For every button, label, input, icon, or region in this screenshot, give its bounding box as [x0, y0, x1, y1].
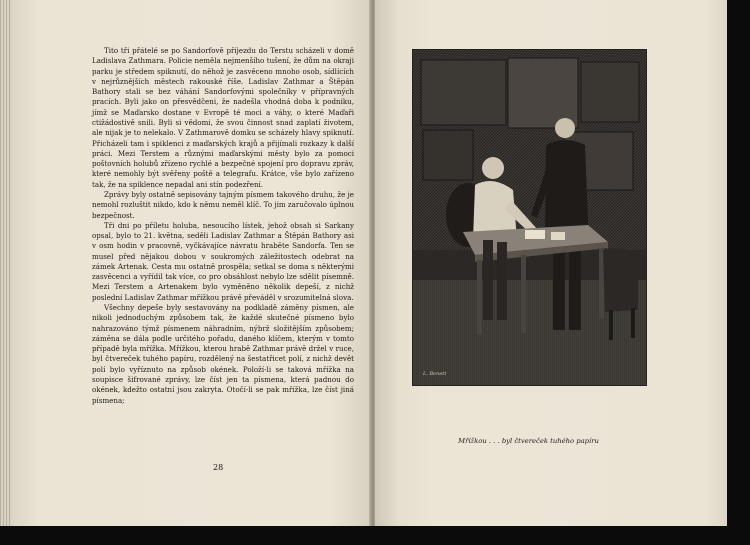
- page-number: 28: [213, 463, 224, 472]
- illustrator-signature: L. Benett: [423, 371, 447, 377]
- left-page: [0, 0, 373, 526]
- paragraph: Všechny depeše byly sestavovány na podkladě záměny písmen, ale nikoli jednoduchým způsobem tak, že každé skutečné písmeno bylo nahrazováno týmž písmenem náhradním, nýbrž složitějším způsobem; záměna se dála podle určitého pořadu, daného klíčem, kterým v tomto případě byla mřížka. Mřížkou, kterou hrabě Zathmar právě držel v ruce, byl čtvereček tuhého papíru, rozdělený na šestatřicet polí, z nichž devět polí bylo vyříznuto na způsob okének. Položí-li se taková mřížka na soupisce šifrované zprávy, lze číst jen ta písmena, která padnou do okének, kdežto ostatní jsou zakryta. Otočí-li se pak mřížka, lze číst jiná písmena;: [92, 303, 354, 405]
- engraving-drawing: [413, 50, 646, 385]
- body-text: [92, 46, 354, 406]
- paragraph: Tito tři přátelé se po Sandorfově příjezdu do Terstu scházeli v domě Ladislava Zathmara. Policie neměla nejmenšího tušení, že dům na okraji parku je středem spiknutí, do něhož je zasvěceno mnoho osob, sídlících v nejrůznějších městech rakouské říše. Ladislav Zathmar a Štěpán Bathory stali se bez váhání Sandorfovými společníky v přípravných pracích. Byli jako on přesvědčeni, že nadešla vhodná doba k podniku, jímž se Maďarsko dostane v Evropě té moci a váhy, o které Maďaři ctižádostivě snili. Byli si vědomi, že svou činnost snad zaplatí životem, ale nijak je to nelekalo. V Zathmarově domku se scházely hlavy spiknutí. Přicházeli tam i spiklenci z maďarských krajů a přijímali rozkazy k další práci. Mezi Terstem a různými maďarskými městy bylo za pomoci poštovních holubů zřízeno rychlé a bezpečné spojení pro dopravu zpráv, které nemohly být svěřeny poště a telegrafu. Krátce, vše bylo zařízeno tak, že na spiklence nepadal ani stín podezření.: [92, 46, 354, 189]
- engraving-illustration: [412, 49, 647, 386]
- paragraph: Tři dni po příletu holuba, nesoucího lístek, jehož obsah si Sarkany opsal, bylo to 21. května, seděli Ladislav Zathmar a Štěpán Bathory asi v osm hodin v pracovně, vyčkávajíce návratu hraběte Sandorfa. Ten se musel před nějakou dobou v soukromých záležitostech odebrat na zámek Artenak. Cesta mu ostatně prospěla; setkal se doma s některými zasvěcenci a vyřídil tak více, co pro obsáhlost nebylo lze sdělit písemně. Mezi Terstem a Artenakem bylo vyměněno několik depeší, z nichž poslední Ladislav Zathmar mřížkou právě převáděl v srozumitelná slova.: [92, 220, 354, 302]
- paragraph: Zprávy byly ostatně sepisovány tajným písmem takového druhu, že je nemohl rozluštit nikdo, kdo k němu neměl klíč. To jim zaručovalo úplnou bezpečnost.: [92, 189, 354, 220]
- illustration-caption: Mřížkou . . . byl čtvereček tuhého papíru: [458, 437, 599, 445]
- page-edges: [0, 0, 12, 526]
